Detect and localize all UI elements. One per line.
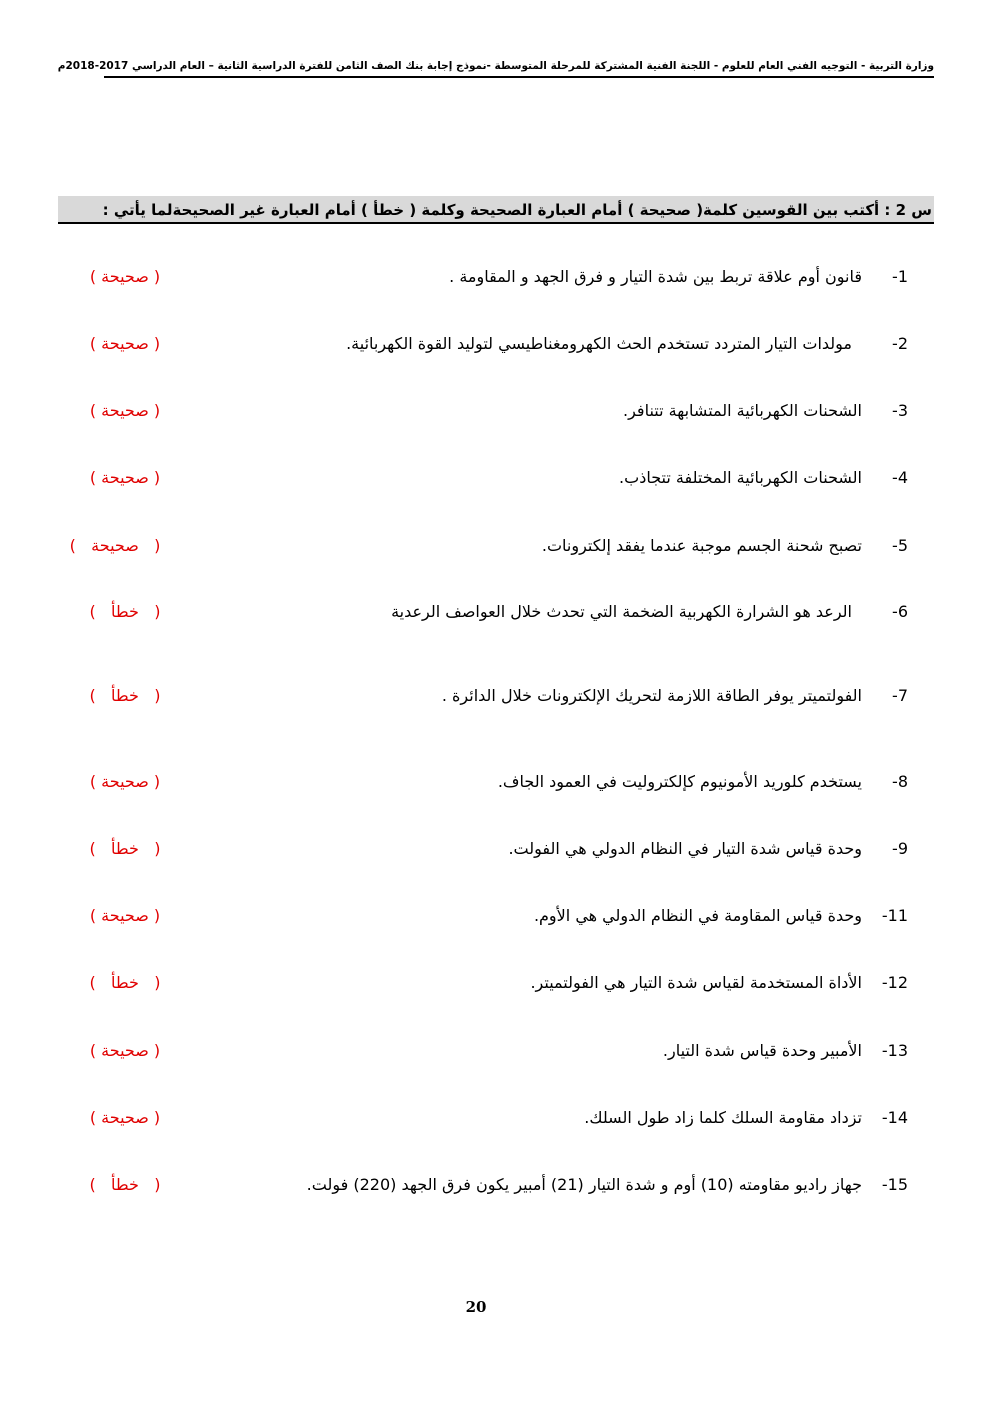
statement-text: الشحنات الكهربائية المختلفة تتجاذب. [619,468,862,487]
statement-answer: ( صحيحة ) [89,1108,161,1127]
statement-number: -9 [892,839,908,858]
statement-answer: ( صحيحة ) [69,536,161,555]
statement-row [0,531,992,561]
statement-answer: ( صحيحة ) [89,1041,161,1060]
statement-answer: ( صحيحة ) [89,906,161,925]
statement-row [0,597,992,627]
statement-text: الأداة المستخدمة لقياس شدة التيار هي الفولتميتر. [530,973,862,992]
statement-answer: ( خطأ ) [89,602,161,621]
statement-text: مولدات التيار المتردد تستخدم الحث الكهرومغناطيسي لتوليد القوة الكهربائية. [346,334,852,353]
statement-text: الرعد هو الشرارة الكهربية الضخمة التي تحدث خلال العواصف الرعدية [391,602,852,621]
statement-number: -1 [892,267,908,286]
statement-answer: ( خطأ ) [89,839,161,858]
statement-text: جهاز راديو مقاومته (10) أوم و شدة التيار (21) أمبير يكون فرق الجهد (220) فولت. [306,1175,862,1194]
statement-answer: ( صحيحة ) [89,334,161,353]
statement-row [0,1103,992,1133]
statement-text: تصبح شحنة الجسم موجبة عندما يفقد إلكترونات. [541,536,862,555]
statement-number: -14 [881,1108,908,1127]
statement-number: -6 [892,602,908,621]
statement-answer: ( خطأ ) [89,1175,161,1194]
page-header: وزارة التربية - التوجيه الفني العام للعلوم - اللجنة الفنية المشتركة للمرحلة المتوسطة -نموذج إجابة بنك الصف الثامن للفترة الدراسية الثانية – العام الدراسي 2017-2018م [104,58,934,78]
statement-row [0,681,992,711]
statement-number: -12 [881,973,908,992]
statement-number: -2 [892,334,908,353]
statement-text: وحدة قياس المقاومة في النظام الدولي هي الأوم. [533,906,862,925]
statement-number: -4 [892,468,908,487]
statement-number: -8 [892,772,908,791]
statement-row [0,968,992,998]
statement-answer: ( صحيحة ) [89,401,161,420]
statement-answer: ( صحيحة ) [89,772,161,791]
statement-row [0,767,992,797]
statement-number: -3 [892,401,908,420]
statement-text: تزداد مقاومة السلك كلما زاد طول السلك. [584,1108,862,1127]
statement-answer: ( خطأ ) [89,973,161,992]
statement-text: الفولتميتر يوفر الطاقة اللازمة لتحريك الإلكترونات خلال الدائرة . [441,686,862,705]
statement-row [0,834,992,864]
statement-row [0,262,992,292]
statement-answer: ( صحيحة ) [89,267,161,286]
page-number: 20 [465,1298,487,1316]
statement-row [0,1036,992,1066]
statement-number: -5 [892,536,908,555]
statement-text: يستخدم كلوريد الأمونيوم كإلكتروليت في العمود الجاف. [497,772,862,791]
statement-row [0,1170,992,1200]
statement-row [0,329,992,359]
statement-answer: ( صحيحة ) [89,468,161,487]
statement-number: -13 [881,1041,908,1060]
statement-row [0,396,992,426]
question-title: س 2 : أكتب بين القوسين كلمة( صحيحة ) أمام العبارة الصحيحة وكلمة ( خطأ ) أمام العبارة غير الصحيحةلما يأتي : [58,196,934,224]
statement-text: وحدة قياس شدة التيار في النظام الدولي هي الفولت. [508,839,862,858]
statement-text: الشحنات الكهربائية المتشابهة تتنافر. [623,401,862,420]
statement-number: -11 [881,906,908,925]
statement-row [0,463,992,493]
statement-number: -15 [881,1175,908,1194]
statement-number: -7 [892,686,908,705]
statement-row [0,901,992,931]
statement-text: قانون أوم علاقة تربط بين شدة التيار و فرق الجهد و المقاومة . [449,267,862,286]
statement-text: الأمبير وحدة قياس شدة التيار. [662,1041,862,1060]
statement-answer: ( خطأ ) [89,686,161,705]
